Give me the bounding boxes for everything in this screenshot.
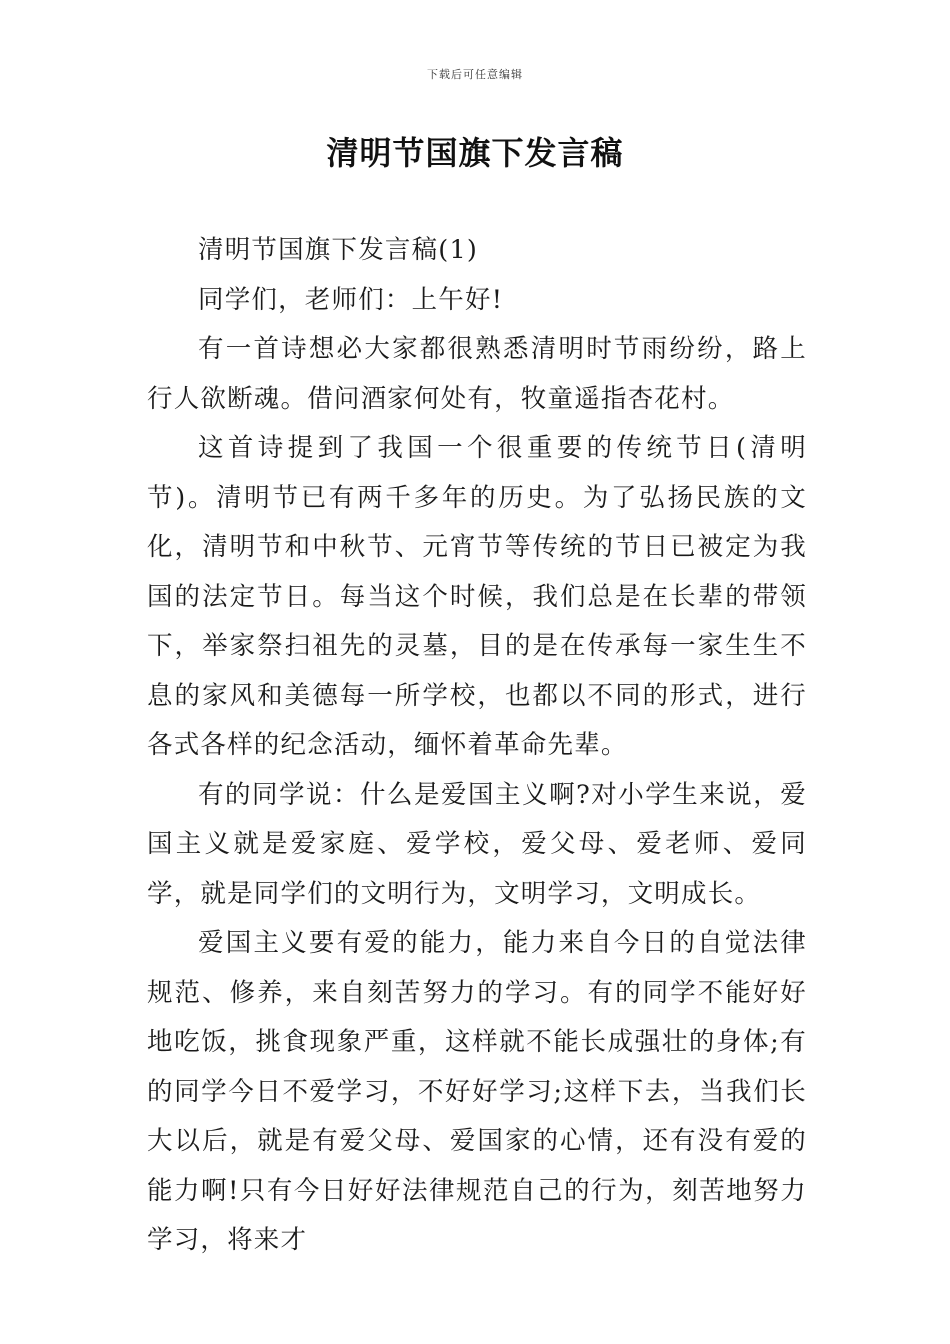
document-title: 清明节国旗下发言稿	[326, 134, 624, 172]
paragraph: 有的同学说：什么是爱国主义啊?对小学生来说，爱国主义就是爱家庭、爱学校，爱父母、爱老师、爱同学，就是同学们的文明行为，文明学习，文明成长。	[147, 779, 807, 909]
document-body	[147, 226, 807, 1266]
paragraph-greeting: 同学们，老师们：上午好!	[198, 284, 504, 315]
paragraph: 爱国主义要有爱的能力，能力来自今日的自觉法律规范、修养，来自刻苦努力的学习。有的同学不能好好地吃饭，挑食现象严重，这样就不能长成强壮的身体;有的同学今日不爱学习，不好好学习;这样下去，当我们长大以后，就是有爱父母、爱国家的心情，还有没有爱的能力啊!只有今日好好法律规范自己的行为，刻苦地努力学习，将来才	[147, 928, 807, 1255]
header-note: 下载后可任意编辑	[427, 68, 523, 81]
paragraph: 有一首诗想必大家都很熟悉清明时节雨纷纷，路上行人欲断魂。借问酒家何处有，牧童遥指杏花村。	[147, 334, 807, 414]
paragraph: 这首诗提到了我国一个很重要的传统节日(清明节)。清明节已有两千多年的历史。为了弘扬民族的文化，清明节和中秋节、元宵节等传统的节日已被定为我国的法定节日。每当这个时候，我们总是在长辈的带领下，举家祭扫祖先的灵墓，目的是在传承每一家生生不息的家风和美德每一所学校，也都以不同的形式，进行各式各样的纪念活动，缅怀着革命先辈。	[147, 433, 807, 760]
paragraph-subtitle: 清明节国旗下发言稿(1)	[198, 235, 479, 265]
